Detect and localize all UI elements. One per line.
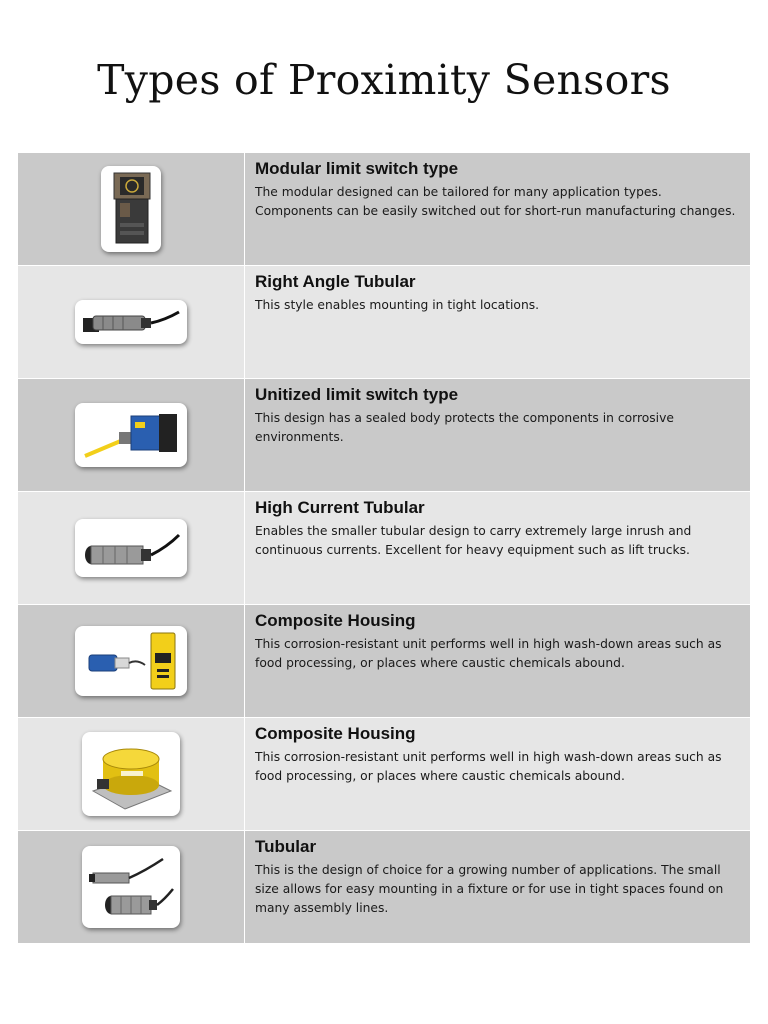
row-description: This is the design of choice for a growing number of applications. The small size allows for easy mounting in a fixture or for use in tight spaces found on many assembly lines. bbox=[255, 863, 724, 915]
row-description: This design has a sealed body protects the components in corrosive environments. bbox=[255, 411, 674, 444]
table-row bbox=[18, 831, 750, 944]
table-row bbox=[18, 718, 750, 831]
description-cell bbox=[245, 153, 750, 265]
row-title: High Current Tubular bbox=[255, 498, 425, 517]
high-current-tubular-sensor-icon bbox=[75, 519, 187, 577]
image-cell bbox=[18, 153, 245, 265]
table-row bbox=[18, 266, 750, 379]
row-title: Right Angle Tubular bbox=[255, 272, 416, 291]
table-row bbox=[18, 379, 750, 492]
description-cell bbox=[245, 831, 750, 943]
tubular-sensor-icon bbox=[82, 846, 180, 928]
description-cell bbox=[245, 266, 750, 378]
row-description: This style enables mounting in tight locations. bbox=[255, 298, 540, 312]
row-title: Modular limit switch type bbox=[255, 159, 459, 178]
image-cell bbox=[18, 831, 245, 943]
description-cell bbox=[245, 379, 750, 491]
image-cell bbox=[18, 379, 245, 491]
row-title: Composite Housing bbox=[255, 724, 416, 743]
description-cell bbox=[245, 718, 750, 830]
unitized-limit-switch-sensor-icon bbox=[75, 403, 187, 467]
description-cell bbox=[245, 492, 750, 604]
row-description: This corrosion-resistant unit performs well in high wash-down areas such as food processing, or places where caustic chemicals abound. bbox=[255, 637, 722, 670]
description-cell bbox=[245, 605, 750, 717]
row-title: Composite Housing bbox=[255, 611, 416, 630]
row-title: Unitized limit switch type bbox=[255, 385, 459, 404]
sensor-types-table bbox=[18, 152, 750, 944]
row-description: Enables the smaller tubular design to carry extremely large inrush and continuous currents. Excellent for heavy equipment such as lift trucks. bbox=[255, 524, 692, 557]
table-row bbox=[18, 153, 750, 266]
modular-limit-switch-sensor-icon bbox=[101, 166, 161, 252]
round-composite-housing-sensor-icon bbox=[82, 732, 180, 816]
image-cell bbox=[18, 605, 245, 717]
table-row bbox=[18, 605, 750, 718]
row-description: This corrosion-resistant unit performs well in high wash-down areas such as food processing, or places where caustic chemicals abound. bbox=[255, 750, 722, 783]
row-title: Tubular bbox=[255, 837, 317, 856]
image-cell bbox=[18, 718, 245, 830]
table-row bbox=[18, 492, 750, 605]
right-angle-tubular-sensor-icon bbox=[75, 300, 187, 344]
page-title: Types of Proximity Sensors bbox=[97, 56, 671, 104]
composite-housing-sensor-icon bbox=[75, 626, 187, 696]
image-cell bbox=[18, 266, 245, 378]
image-cell bbox=[18, 492, 245, 604]
row-description: The modular designed can be tailored for many application types. Components can be easily switched out for short-run manufacturing changes. bbox=[255, 185, 736, 218]
